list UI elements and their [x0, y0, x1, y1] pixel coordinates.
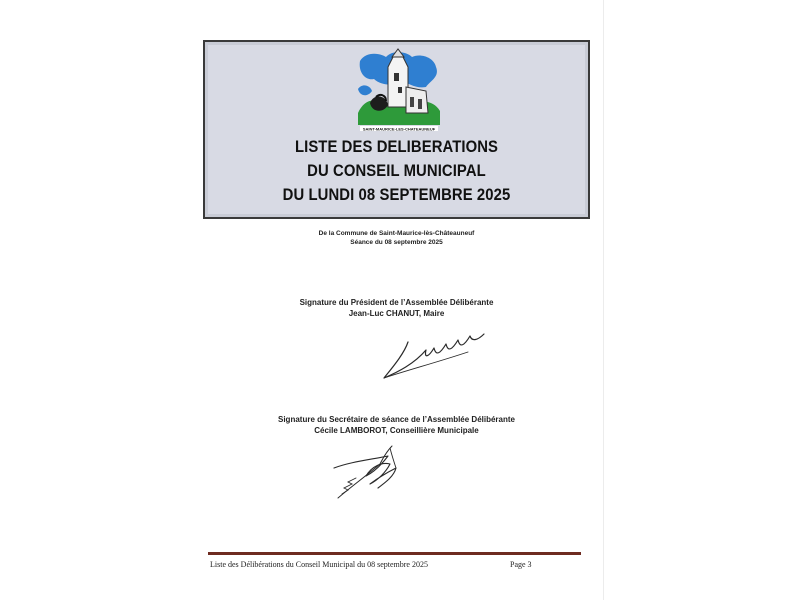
secretary-signature	[330, 442, 410, 507]
secretary-signature-name: Cécile LAMBOROT, Conseillière Municipale	[314, 426, 479, 435]
footer-document-title: Liste des Délibérations du Conseil Municipal du 08 septembre 2025	[210, 560, 428, 569]
page-edge	[603, 0, 604, 600]
handwritten-signature-icon	[378, 322, 488, 382]
footer-rule	[208, 552, 581, 555]
secretary-signature-role: Signature du Secrétaire de séance de l’Assemblée Délibérante	[278, 415, 515, 424]
svg-text:SAINT-MAURICE-LES-CHATEAUNEUF: SAINT-MAURICE-LES-CHATEAUNEUF	[362, 126, 436, 132]
president-signature	[378, 322, 488, 387]
handwritten-signature-icon	[330, 442, 410, 502]
footer-page-number: Page 3	[510, 560, 532, 569]
president-signature-name: Jean-Luc CHANUT, Maire	[348, 309, 445, 318]
title-line-1: LISTE DES DELIBERATIONS	[294, 138, 499, 156]
title-line-3: DU LUNDI 08 SEPTEMBRE 2025	[282, 186, 511, 204]
commune-logo	[356, 47, 442, 133]
president-signature-role: Signature du Président de l’Assemblée Délibérante	[299, 298, 494, 307]
session-line: Séance du 08 septembre 2025	[350, 239, 443, 246]
commune-line: De la Commune de Saint-Maurice-lès-Châteauneuf	[318, 230, 475, 237]
title-box	[203, 40, 590, 219]
title-line-2: DU CONSEIL MUNICIPAL	[307, 162, 486, 180]
church-logo-icon	[356, 47, 442, 133]
